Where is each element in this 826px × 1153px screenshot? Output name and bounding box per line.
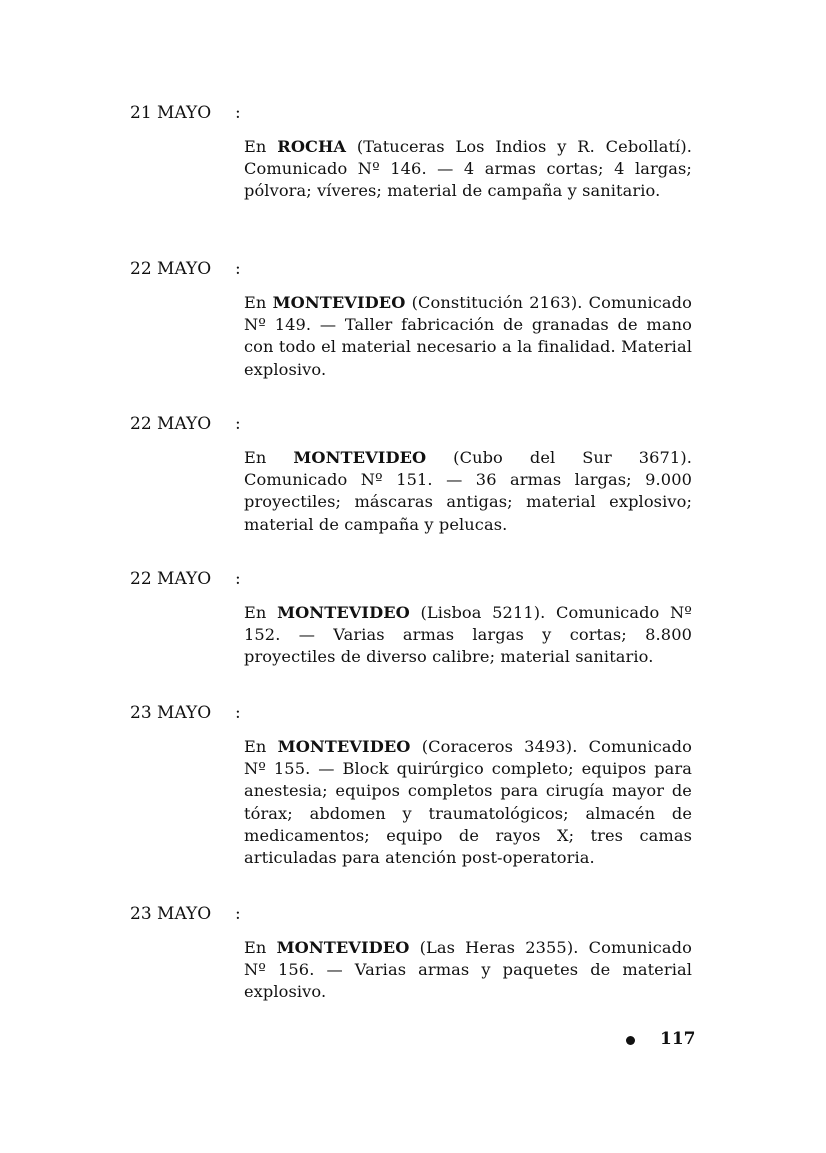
entry-place: MONTEVIDEO bbox=[293, 448, 427, 467]
entry-description: (Constitución 2163). Comunicado Nº 149. — Taller fabricación de granadas de mano con todo el material necesario a la finalidad. Material explosivo. bbox=[244, 293, 692, 379]
entry-date: 22 MAYO bbox=[130, 414, 212, 434]
entry-colon: : bbox=[235, 904, 241, 924]
entry-text bbox=[244, 292, 692, 381]
entry-description: (Las Heras 2355). Comunicado Nº 156. — Varias armas y paquetes de material explosivo. bbox=[244, 938, 692, 1002]
entry-text bbox=[244, 602, 692, 669]
entry-colon: : bbox=[235, 414, 241, 434]
entry-description: (Tatuceras Los Indios y R. Cebollatí). Comunicado Nº 146. — 4 armas cortas; 4 largas; pólvora; víveres; material de campaña y sanitario. bbox=[244, 137, 692, 201]
entry-description: (Lisboa 5211). Comunicado Nº 152. — Varias armas largas y cortas; 8.800 proyectiles de diverso calibre; material sanitario. bbox=[244, 603, 692, 667]
entry-colon: : bbox=[235, 703, 241, 723]
entry-prefix: En bbox=[244, 737, 278, 756]
entry-date: 23 MAYO bbox=[130, 703, 212, 723]
entry-colon: : bbox=[235, 259, 241, 279]
entry-prefix: En bbox=[244, 448, 294, 467]
entry-prefix: En bbox=[244, 137, 278, 156]
entry-text bbox=[244, 736, 692, 869]
entry-place: MONTEVIDEO bbox=[276, 938, 410, 957]
entry-place: MONTEVIDEO bbox=[272, 293, 406, 312]
entry-text bbox=[244, 447, 692, 536]
entry-date: 23 MAYO bbox=[130, 904, 212, 924]
page-footer bbox=[620, 1028, 700, 1052]
page-number: 117 bbox=[660, 1029, 696, 1049]
entry-text bbox=[244, 937, 692, 1004]
entry-date: 22 MAYO bbox=[130, 569, 212, 589]
entry-date: 22 MAYO bbox=[130, 259, 212, 279]
entry-colon: : bbox=[235, 103, 241, 123]
entry-prefix: En bbox=[244, 603, 278, 622]
entry-place: MONTEVIDEO bbox=[277, 737, 411, 756]
entry-prefix: En bbox=[244, 938, 277, 957]
entry-place: MONTEVIDEO bbox=[277, 603, 410, 622]
entry-colon: : bbox=[235, 569, 241, 589]
entry-description: (Coraceros 3493). Comunicado Nº 155. — Block quirúrgico completo; equipos para anestesia; equipos completos para cirugía mayor de tórax; abdomen y traumatológicos; almacén de medicamentos; equipo de rayos X; tres camas articuladas para atención post-operatoria. bbox=[244, 737, 692, 868]
entry-text bbox=[244, 136, 692, 203]
entry-date: 21 MAYO bbox=[130, 103, 212, 123]
bullet-icon bbox=[626, 1036, 635, 1045]
entry-description: (Cubo del Sur 3671). Comunicado Nº 151. — 36 armas largas; 9.000 proyectiles; máscaras antigas; material explosivo; material de campaña y pelucas. bbox=[244, 448, 692, 534]
entry-place: ROCHA bbox=[277, 137, 347, 156]
entry-prefix: En bbox=[244, 293, 273, 312]
